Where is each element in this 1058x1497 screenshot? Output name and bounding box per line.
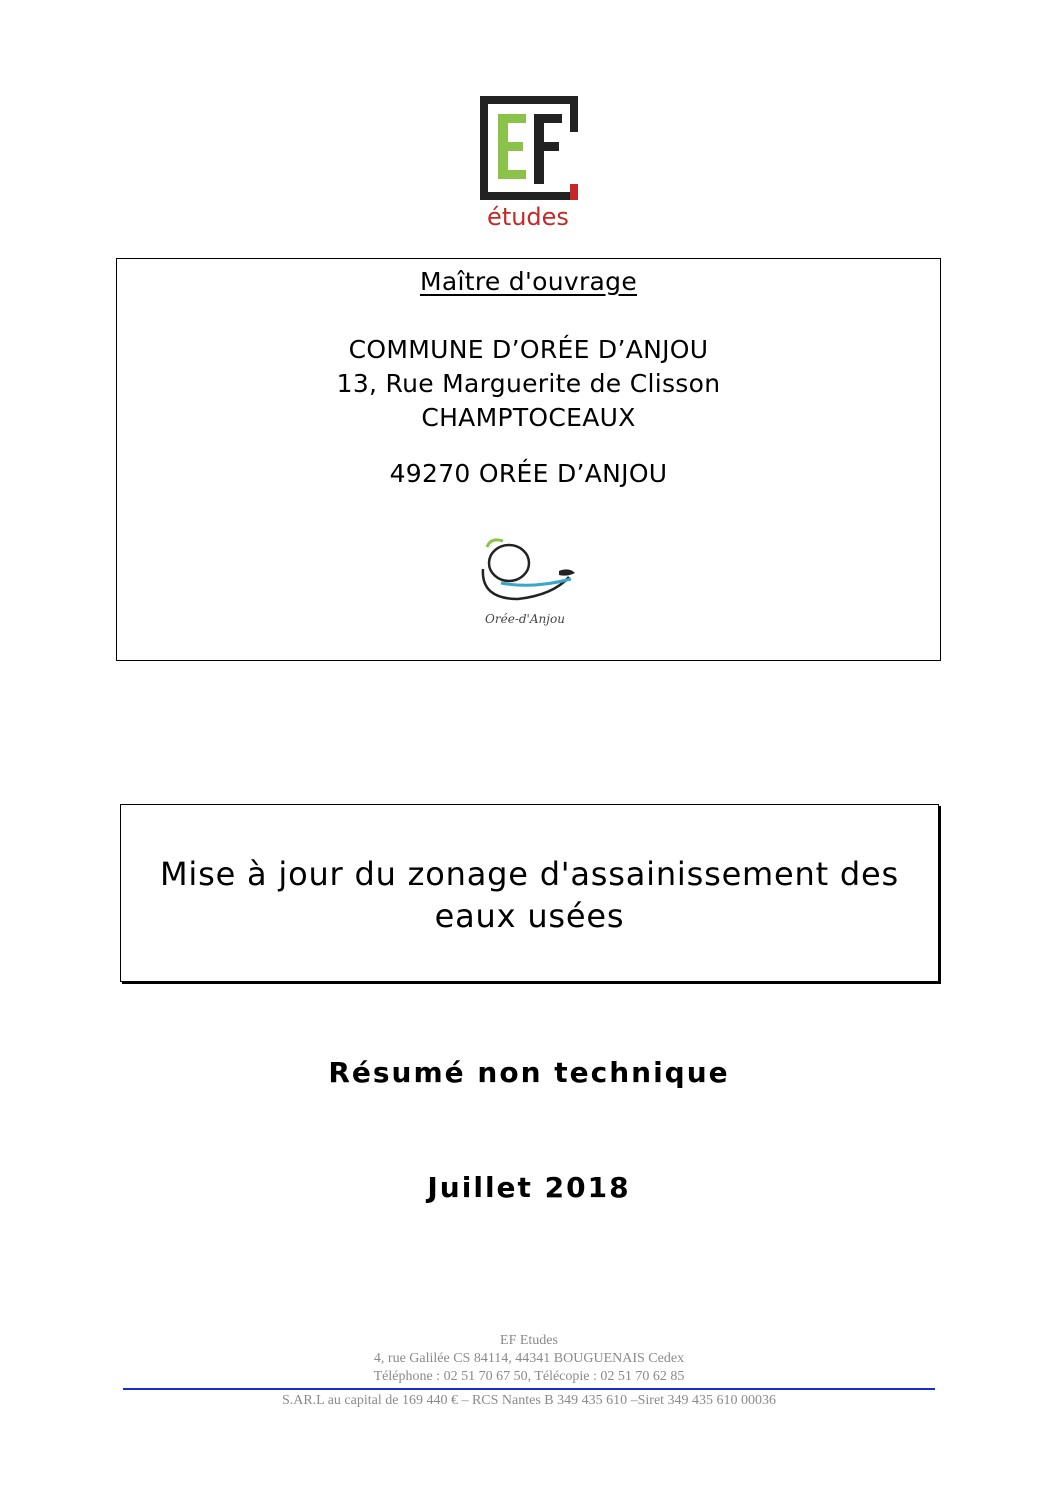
footer-legal: S.AR.L au capital de 169 440 € – RCS Nantes B 349 435 610 –Siret 349 435 610 00036 xyxy=(281,1393,777,1408)
oree-logo-loop xyxy=(489,545,529,581)
footer-divider xyxy=(123,1388,935,1390)
ef-etudes-logo xyxy=(470,92,590,232)
document-date: Juillet 2018 xyxy=(427,1171,631,1204)
footer-company: EF Etudes xyxy=(500,1333,558,1348)
document-title: Mise à jour du zonage d'assainissement des eaux usées xyxy=(160,855,899,935)
maitre-ouvrage-box xyxy=(116,258,941,661)
footer-phone: Téléphone : 02 51 70 67 50, Télécopie : 02 51 70 62 85 xyxy=(373,1369,685,1384)
oree-logo-fish xyxy=(559,569,575,575)
logo-word: études xyxy=(487,203,569,231)
client-postcode: 49270 ORÉE D’ANJOU xyxy=(389,459,668,488)
logo-bracket-shape xyxy=(480,96,578,200)
maitre-ouvrage-heading: Maître d'ouvrage xyxy=(419,267,638,296)
oree-danjou-logo xyxy=(473,529,583,629)
logo-letter-f xyxy=(534,114,562,184)
document-title-box xyxy=(120,804,939,982)
logo-red-accent xyxy=(570,184,578,200)
oree-logo-caption: Orée-d'Anjou xyxy=(485,612,565,626)
client-street: 13, Rue Marguerite de Clisson xyxy=(336,369,721,398)
client-name: COMMUNE D’ORÉE D’ANJOU xyxy=(348,335,709,364)
footer-address: 4, rue Galilée CS 84114, 44341 BOUGUENAIS Cedex xyxy=(373,1351,685,1366)
document-subtitle: Résumé non technique xyxy=(328,1056,730,1089)
client-town: CHAMPTOCEAUX xyxy=(421,403,636,432)
logo-letter-e xyxy=(498,114,526,179)
